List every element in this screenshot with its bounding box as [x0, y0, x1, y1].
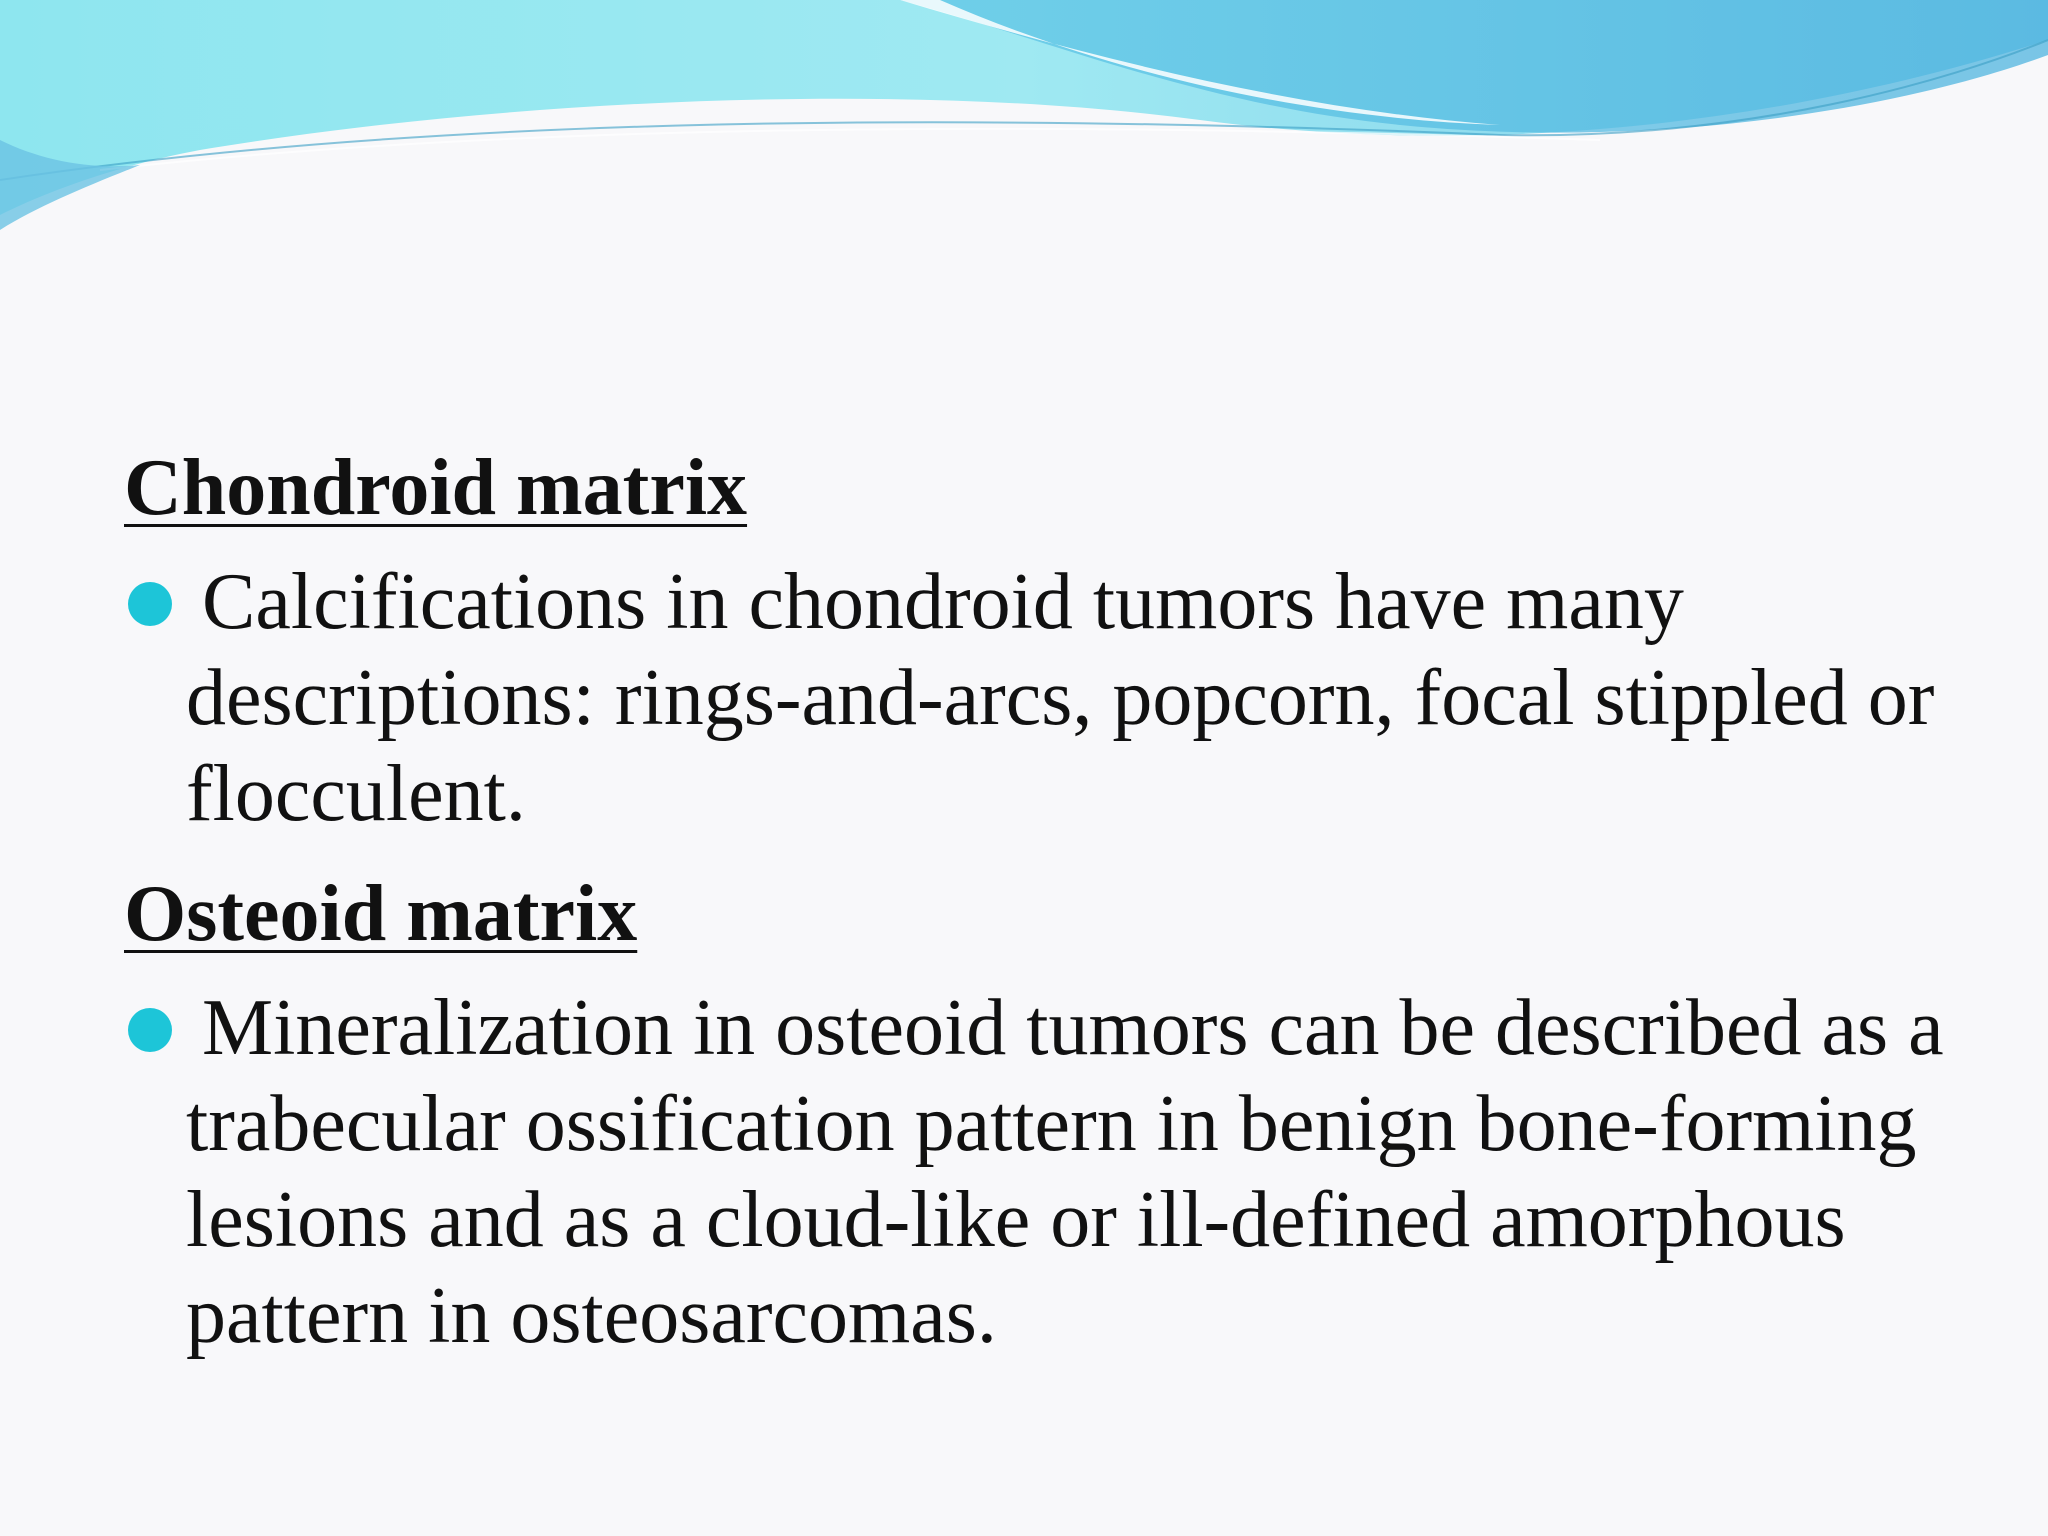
bullet-item-chondroid — [124, 554, 1944, 842]
bullet-text-chondroid: Calcifications in chondroid tumors have many descriptions: rings-and-arcs, popcorn, focal stippled or flocculent. — [186, 558, 1935, 838]
section-heading-chondroid: Chondroid matrix — [124, 444, 748, 532]
bullet-item-osteoid — [124, 980, 1944, 1364]
wave-header-decoration — [0, 0, 2048, 240]
bullet-dot-icon — [128, 1008, 172, 1052]
slide-content — [124, 440, 1944, 1388]
section-heading-osteoid: Osteoid matrix — [124, 870, 638, 958]
bullet-text-osteoid: Mineralization in osteoid tumors can be described as a trabecular ossification pattern in benign bone-forming lesions and as a cloud-like or ill-defined amorphous pattern in osteosarcomas. — [186, 984, 1944, 1360]
bullet-dot-icon — [128, 582, 172, 626]
